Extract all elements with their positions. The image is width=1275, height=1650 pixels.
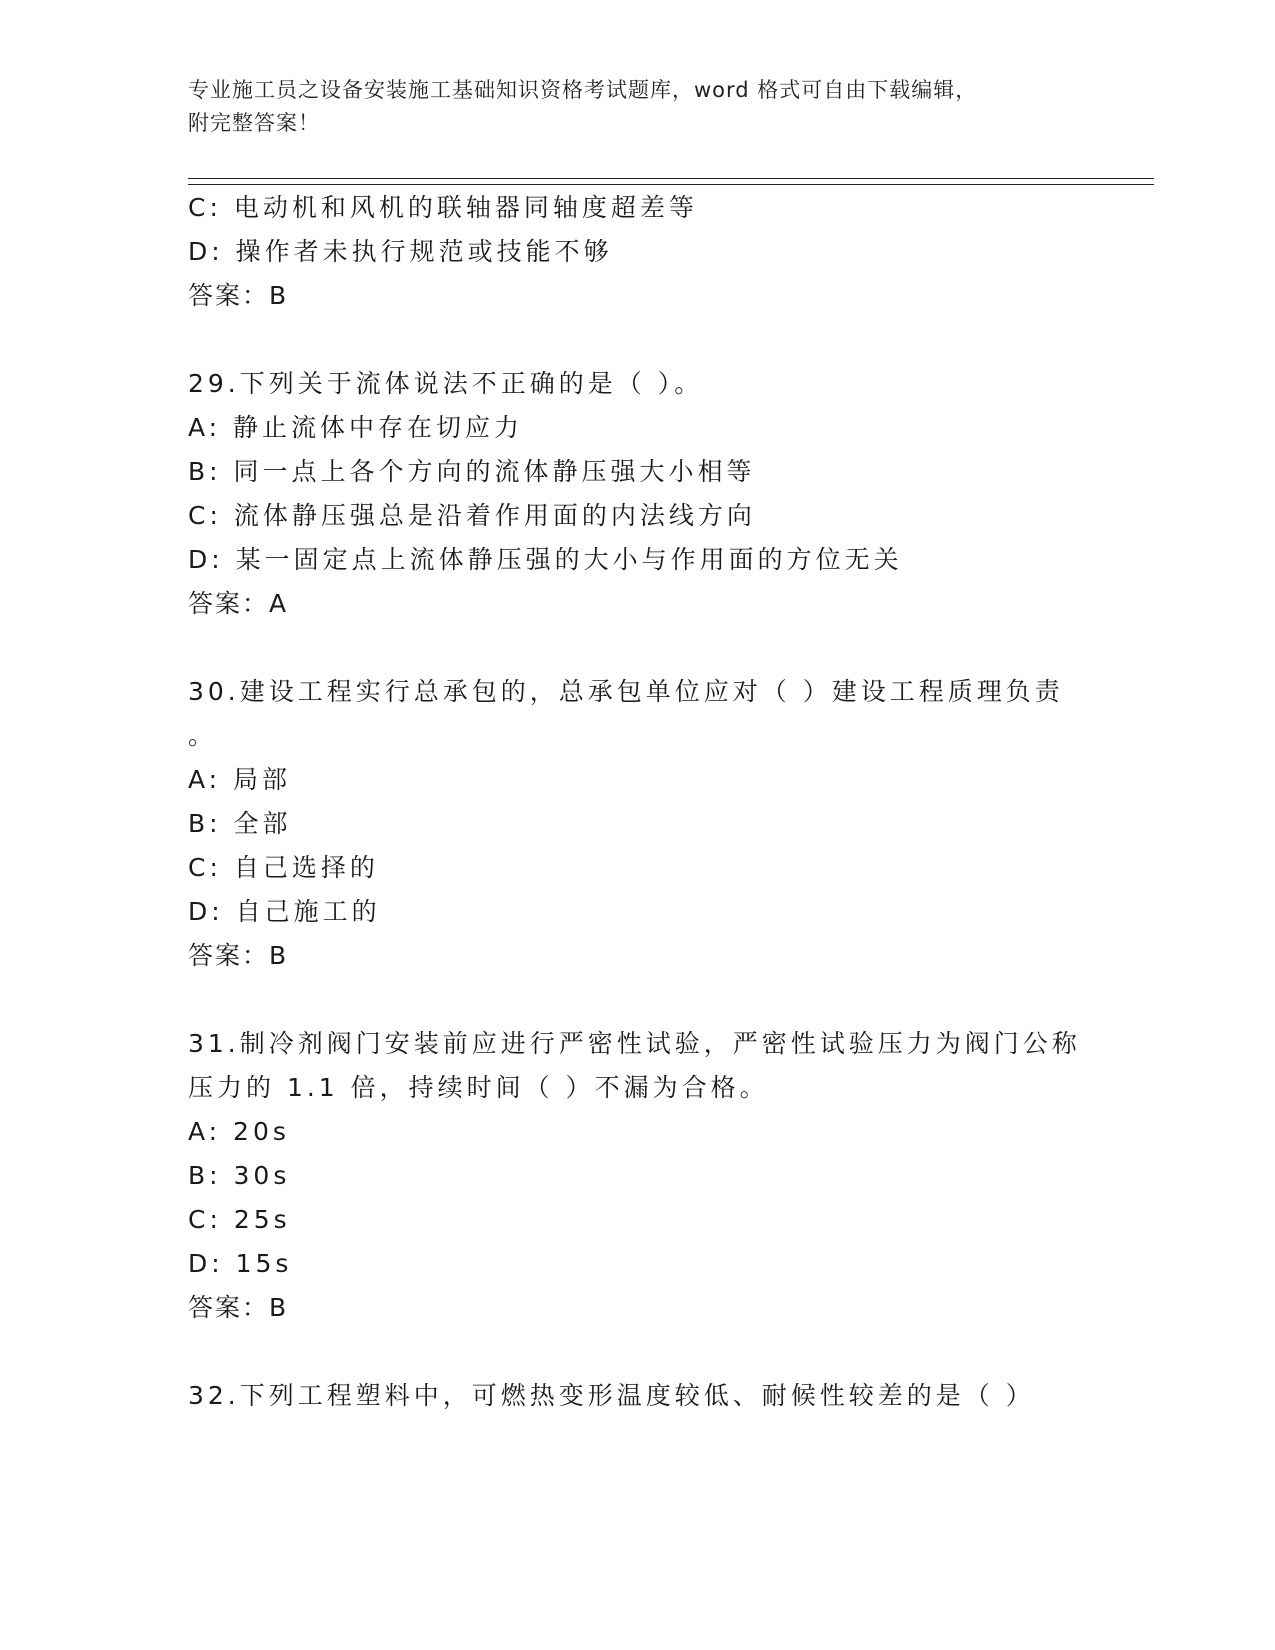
- prev-option-c: C: 电动机和风机的联轴器同轴度超差等: [188, 193, 698, 222]
- q30-option-c: C: 自己选择的: [188, 853, 379, 882]
- q29-option-d: D: 某一固定点上流体静压强的大小与作用面的方位无关: [188, 545, 903, 574]
- header-line-2: 附完整答案！: [188, 111, 320, 135]
- q31-answer: 答案：B: [188, 1293, 289, 1322]
- prev-answer: 答案：B: [188, 281, 289, 310]
- q30-answer: 答案：B: [188, 941, 289, 970]
- q29-answer: 答案：A: [188, 589, 289, 618]
- q29-option-c: C: 流体静压强总是沿着作用面的内法线方向: [188, 501, 756, 530]
- q31-option-d: D: 15s: [188, 1249, 293, 1278]
- header-rule-top: [188, 178, 1154, 179]
- q31-option-c: C: 25s: [188, 1205, 291, 1234]
- q29-stem: 29.下列关于流体说法不正确的是（ ）。: [188, 369, 704, 398]
- header-line-1: 专业施工员之设备安装施工基础知识资格考试题库，word 格式可自由下载编辑，: [188, 78, 978, 102]
- q29-option-a: A: 静止流体中存在切应力: [188, 413, 524, 442]
- q30-stem-line-1: 30.建设工程实行总承包的，总承包单位应对（ ）建设工程质理负责: [188, 677, 1064, 706]
- q30-stem-line-2: 。: [188, 721, 218, 750]
- header-rule-bottom: [188, 184, 1154, 185]
- q30-option-b: B: 全部: [188, 809, 292, 838]
- prev-option-d: D: 操作者未执行规范或技能不够: [188, 237, 613, 266]
- document-header: [188, 74, 1068, 140]
- q32-stem: 32.下列工程塑料中，可燃热变形温度较低、耐候性较差的是（ ）: [188, 1381, 1035, 1410]
- q30-option-a: A: 局部: [188, 765, 292, 794]
- q31-option-b: B: 30s: [188, 1161, 291, 1190]
- q31-stem-line-1: 31.制冷剂阀门安装前应进行严密性试验，严密性试验压力为阀门公称: [188, 1029, 1081, 1058]
- q29-option-b: B: 同一点上各个方向的流体静压强大小相等: [188, 457, 756, 486]
- q31-option-a: A: 20s: [188, 1117, 290, 1146]
- q30-option-d: D: 自己施工的: [188, 897, 381, 926]
- q31-stem-line-2: 压力的 1.1 倍，持续时间（ ）不漏为合格。: [188, 1073, 769, 1102]
